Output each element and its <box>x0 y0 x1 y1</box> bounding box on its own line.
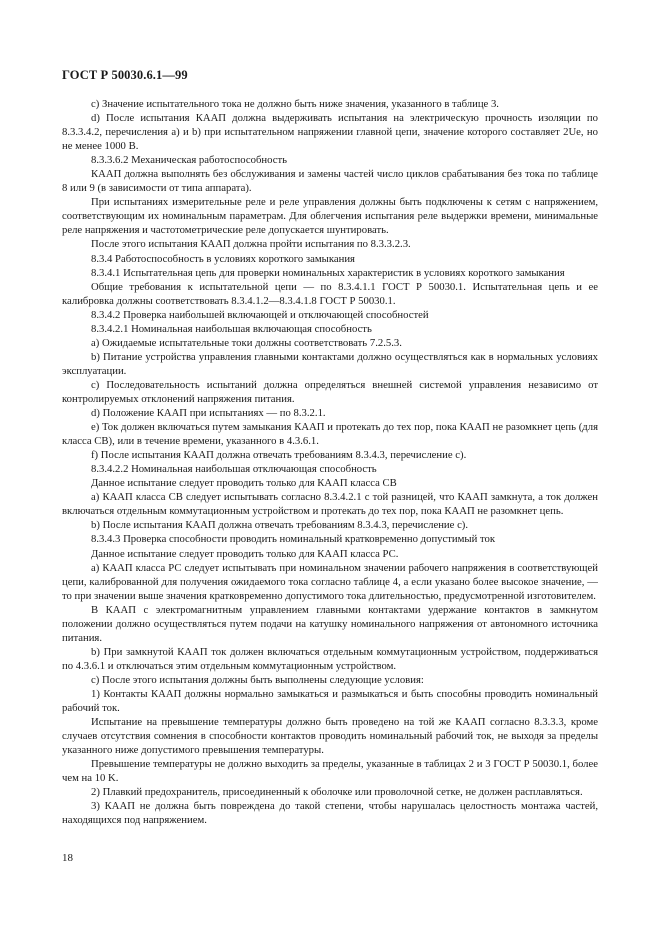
paragraph: a) КААП класса СВ следует испытывать согласно 8.3.4.2.1 с той разницей, что КААП замкнута, а ток должен включаться отдельным коммутационным устройством и протекать до тех пор, пока КААП не разомкнет цепь. <box>62 491 598 518</box>
paragraph: d) Положение КААП при испытаниях — по 8.3.2.1. <box>91 407 326 420</box>
section-heading: 8.3.4.2.1 Номинальная наибольшая включающая способность <box>91 322 372 335</box>
paragraph: Данное испытание следует проводить только для КААП класса РС. <box>91 547 399 560</box>
paragraph: b) При замкнутой КААП ток должен включаться отдельным коммутационным устройством, поддерживаться по 4.3.6.1 и отключаться этим отдельным коммутационным устройством. <box>62 645 598 672</box>
paragraph: b) После испытания КААП должна отвечать требованиям 8.3.4.3, перечисление c). <box>91 519 469 532</box>
paragraph: e) Ток должен включаться путем замыкания КААП и протекать до тех пор, пока КААП не разомкнет цепь (для класса СВ), или в течение времени, указанного в 4.3.6.1. <box>62 421 598 448</box>
section-heading: 8.3.4 Работоспособность в условиях короткого замыкания <box>91 252 355 265</box>
paragraph: После этого испытания КААП должна пройти испытания по 8.3.3.2.3. <box>91 238 411 251</box>
paragraph: Испытание на превышение температуры должно быть проведено на той же КААП согласно 8.3.3.3, кроме случаев отсутствия сомнения в способности контактов проводить номинальный рабочий ток, не выходя за пределы указанного ниже допустимого превышения температуры. <box>62 716 598 757</box>
document-header: ГОСТ Р 50030.6.1—99 <box>62 68 188 82</box>
section-heading: 8.3.4.3 Проверка способности проводить номинальный кратковременно допустимый ток <box>91 533 496 546</box>
paragraph: 2) Плавкий предохранитель, присоединенный к оболочке или проволочной сетке, не должен расплавляться. <box>91 786 583 799</box>
paragraph: Превышение температуры не должно выходить за пределы, указанные в таблицах 2 и 3 ГОСТ Р 50030.1, более чем на 10 K. <box>62 758 598 785</box>
section-heading: 8.3.4.2.2 Номинальная наибольшая отключающая способность <box>91 463 377 476</box>
paragraph: В КААП с электромагнитным управлением главными контактами удержание контактов в замкнутом положении должно осуществляться путем подачи на катушку номинального напряжения от автономного источника питания. <box>62 603 598 644</box>
section-heading: 8.3.4.1 Испытательная цепь для проверки номинальных характеристик в условиях короткого замыкания <box>91 266 565 279</box>
paragraph: c) Последовательность испытаний должна определяться внешней системой управления независимо от контролируемых отклонений напряжения питания. <box>62 378 598 405</box>
paragraph: d) После испытания КААП должна выдерживать испытания на электрическую прочность изоляции по 8.3.3.4.2, перечисления a) и b) при испытательном напряжении главной цепи, значение которого составляет 2Ue, но не менее 1000 В. <box>62 112 598 153</box>
paragraph: Данное испытание следует проводить только для КААП класса СВ <box>91 477 397 490</box>
paragraph: 3) КААП не должна быть повреждена до такой степени, чтобы нарушалась целостность монтажа частей, находящихся под напряжением. <box>62 800 598 827</box>
paragraph: При испытаниях измерительные реле и реле управления должны быть подключены к сетям с напряжением, соответствующим их номинальным параметрам. Для облегчения испытания реле выдержки времени, минимальные реле напряжения и частотометрические реле допускается шунтировать. <box>62 196 598 237</box>
paragraph: Общие требования к испытательной цепи — по 8.3.4.1.1 ГОСТ Р 50030.1. Испытательная цепь и ее калибровка должны соответствовать 8.3.4.1.2—8.3.4.1.8 ГОСТ Р 50030.1. <box>62 280 598 307</box>
paragraph: c) После этого испытания должны быть выполнены следующие условия: <box>91 673 424 686</box>
paragraph: 1) Контакты КААП должны нормально замыкаться и размыкаться и быть способны проводить номинальный рабочий ток. <box>62 687 598 715</box>
page-number: 18 <box>62 852 73 864</box>
paragraph: c) Значение испытательного тока не должно быть ниже значения, указанного в таблице 3. <box>91 98 499 110</box>
document-body <box>62 97 598 827</box>
paragraph: b) Питание устройства управления главными контактами должно осуществляться как в нормальных условиях эксплуатации. <box>62 350 598 377</box>
paragraph: КААП должна выполнять без обслуживания и замены частей число циклов срабатывания без тока по таблице 8 или 9 (в зависимости от типа аппарата). <box>62 168 598 195</box>
section-heading: 8.3.4.2 Проверка наибольшей включающей и отключающей способностей <box>91 308 429 321</box>
section-heading: 8.3.3.6.2 Механическая работоспособность <box>91 154 288 167</box>
paragraph: a) КААП класса РС следует испытывать при номинальном значении рабочего напряжения в соответствующей цепи, калиброванной для получения ожидаемого тока согласно таблице 4, а если указано более высокое значение, — то при значении выше значения кратковременно допустимого тока длительностью, предусмотренной изготовителем. <box>62 561 598 602</box>
paragraph: a) Ожидаемые испытательные токи должны соответствовать 7.2.5.3. <box>91 336 402 349</box>
paragraph: f) После испытания КААП должна отвечать требованиям 8.3.4.3, перечисление c). <box>91 449 467 462</box>
